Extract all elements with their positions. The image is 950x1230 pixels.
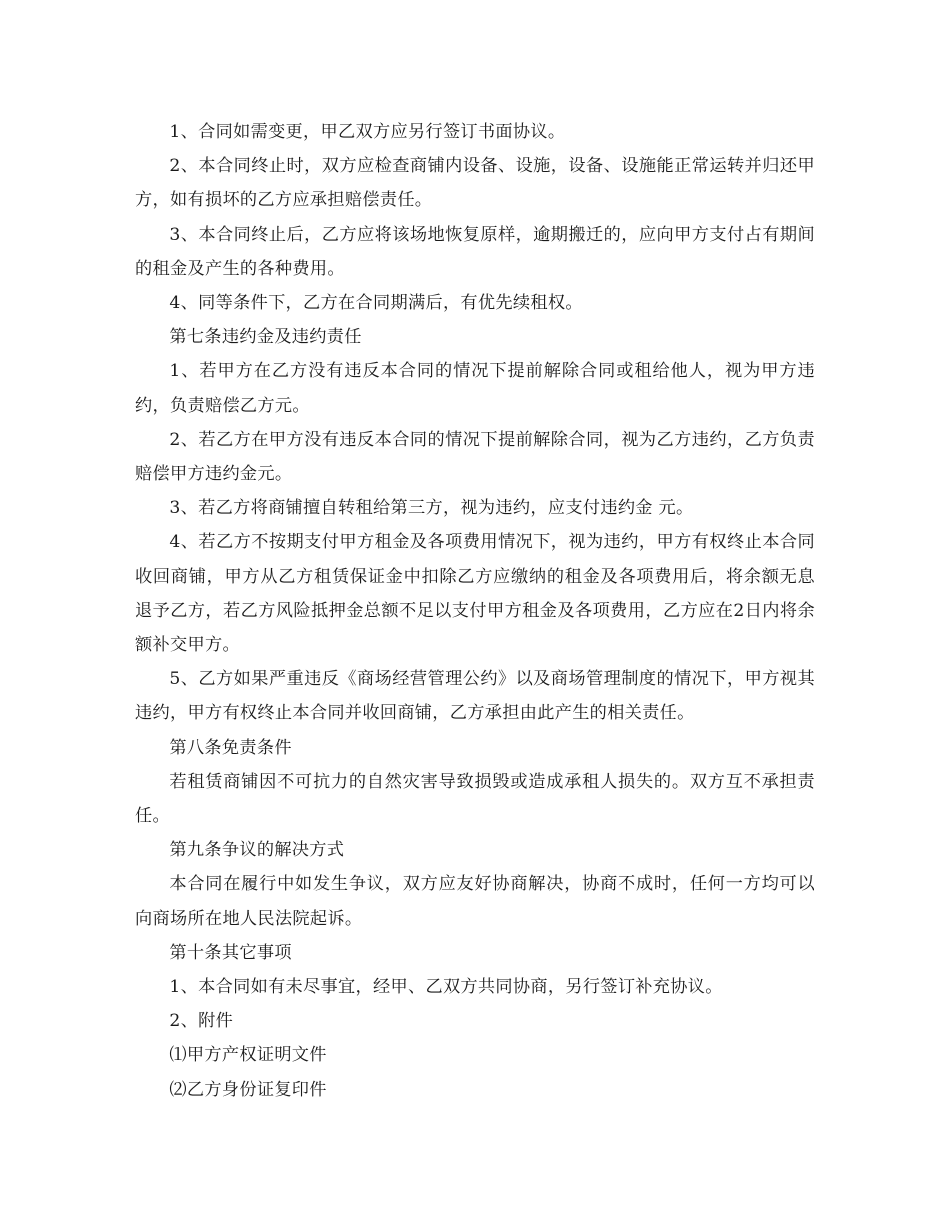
clause-renewal-priority: 4、同等条件下，乙方在合同期满后，有优先续租权。 [169,293,583,314]
article-10-item-1: 1、本合同如有未尽事宜，经甲、乙双方共同协商，另行签订补充协议。 [169,977,723,998]
article-7-item-2: 2、若乙方在甲方没有违反本合同的情况下提前解除合同，视为乙方违约，乙方负责赔偿甲方违约金元。 [135,429,815,485]
article-7-item-5: 5、乙方如果严重违反《商场经营管理公约》以及商场管理制度的情况下，甲方视其违约，甲方有权终止本合同并收回商铺，乙方承担由此产生的相关责任。 [135,669,815,724]
article-7-heading: 第七条违约金及违约责任 [169,327,362,348]
article-10-heading: 第十条其它事项 [169,942,292,963]
document-body [135,115,815,1107]
attachment-1: ⑴甲方产权证明文件 [169,1045,327,1066]
article-8-text: 若租赁商铺因不可抗力的自然灾害导致损毁或造成承租人损失的。双方互不承担责任。 [135,771,815,827]
article-8-heading: 第八条免责条件 [169,737,292,758]
clause-restore-site: 3、本合同终止后，乙方应将该场地恢复原样，逾期搬迁的，应向甲方支付占有期间的租金及产生的各种费用。 [135,224,815,279]
clause-termination-inspection: 2、本合同终止时，双方应检查商铺内设备、设施，设备、设施能正常运转并归还甲方，如有损坏的乙方应承担赔偿责任。 [135,156,815,211]
attachment-2: ⑵乙方身份证复印件 [169,1079,327,1100]
article-7-item-3: 3、若乙方将商铺擅自转租给第三方，视为违约，应支付违约金 元。 [169,498,694,519]
article-9-text: 本合同在履行中如发生争议，双方应友好协商解决，协商不成时，任何一方均可以向商场所在地人民法院起诉。 [135,874,815,929]
clause-change-agreement: 1、合同如需变更，甲乙双方应另行签订书面协议。 [169,122,566,142]
article-7-item-1: 1、若甲方在乙方没有违反本合同的情况下提前解除合同或租给他人，视为甲方违约，负责赔偿乙方元。 [135,361,815,416]
article-7-item-4: 4、若乙方不按期支付甲方租金及各项费用情况下，视为违约，甲方有权终止本合同收回商铺，甲方从乙方租赁保证金中扣除乙方应缴纳的租金及各项费用后，将余额无息退予乙方，若乙方风险抵押金总额不足以支付甲方租金及各项费用，乙方应在2日内将余额补交甲方。 [135,532,815,656]
article-9-heading: 第九条争议的解决方式 [169,840,345,861]
article-10-item-2: 2、附件 [169,1011,234,1032]
